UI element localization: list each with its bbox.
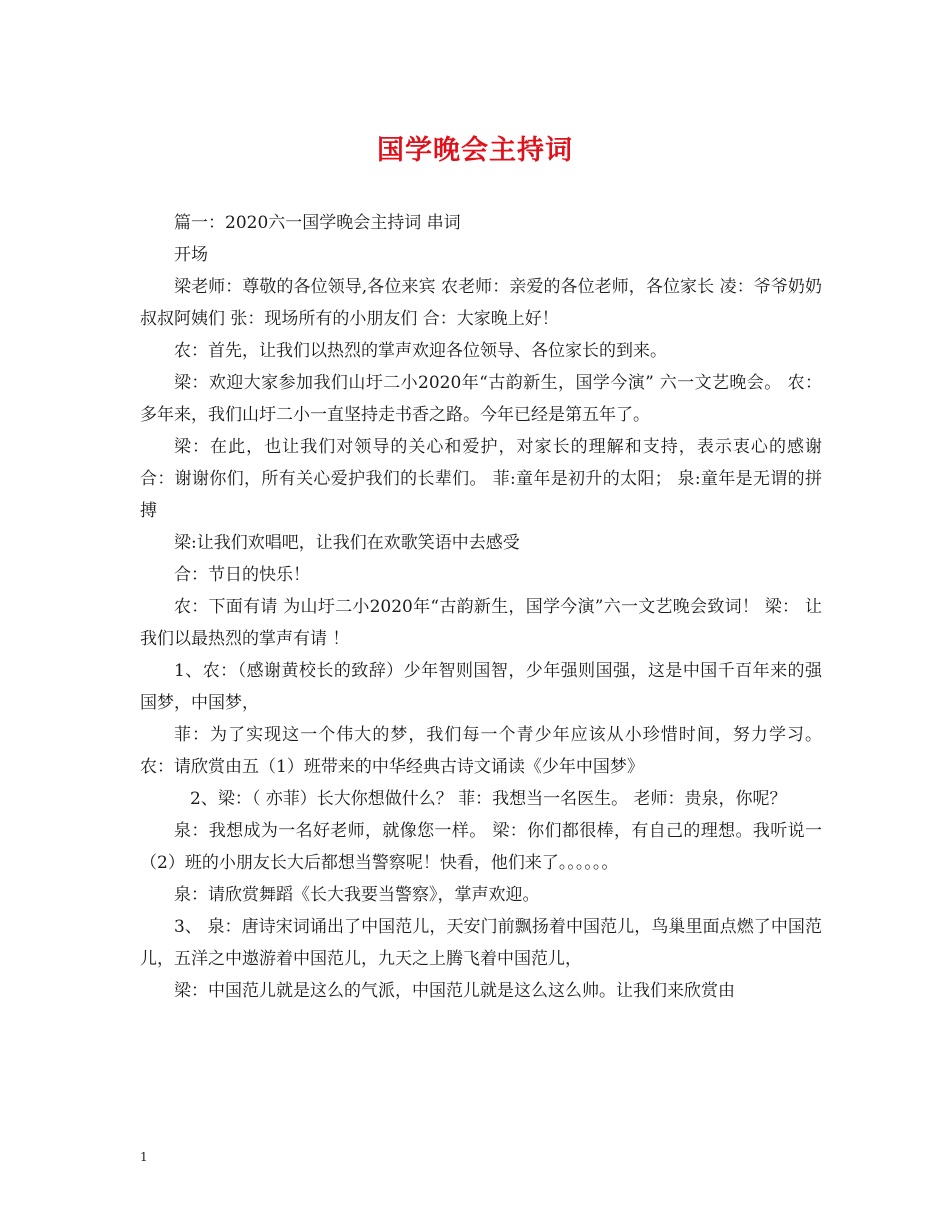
paragraph: 梁老师：尊敬的各位领导,各位来宾 农老师：亲爱的各位老师，各位家长 凌：爷爷奶奶叔叔阿姨们 张：现场所有的小朋友们 合：大家晚上好！ [140,277,822,329]
paragraph: 农：下面有请 为山圩二小2020年“古韵新生，国学今演”六一文艺晚会致词！ 梁： 让我们以最热烈的掌声有请 ！ [140,597,822,649]
paragraph: 2、梁：（ 亦菲）长大你想做什么？ 菲：我想当一名医生。 老师：贵泉，你呢？ [190,789,787,809]
paragraph: 农：首先，让我们以热烈的掌声欢迎各位领导、各位家长的到来。 [174,341,667,361]
paragraph: 泉：请欣赏舞蹈《长大我要当警察》，掌声欢迎。 [174,885,540,905]
paragraph: 3、 泉：唐诗宋词诵出了中国范儿，天安门前飘扬着中国范儿，鸟巢里面点燃了中国范儿，五洋之中遨游着中国范儿，九天之上腾飞着中国范儿， [140,917,822,969]
paragraph: 1、农：（感谢黄校长的致辞）少年智则国智，少年强则国强，这是中国千百年来的强国梦，中国梦， [140,661,822,713]
paragraph: 梁：欢迎大家参加我们山圩二小2020年“古韵新生，国学今演” 六一文艺晚会。 农：多年来，我们山圩二小一直坚持走书香之路。今年已经是第五年了。 [140,373,822,425]
paragraph: 合：节日的快乐！ [174,565,310,585]
paragraph: 泉：我想成为一名好老师，就像您一样。 梁：你们都很棒，有自己的理想。我听说一（2）班的小朋友长大后都想当警察呢！快看，他们来了。。。。。。 [140,821,822,873]
paragraph: 开场 [174,245,208,265]
paragraph: 篇一：2020六一国学晚会主持词 串词 [174,213,461,233]
paragraph: 梁：在此，也让我们对领导的关心和爱护，对家长的理解和支持，表示衷心的感谢 合：谢谢你们，所有关心爱护我们的长辈们。 菲:童年是初升的太阳； 泉:童年是无谓的拼搏 [140,437,822,521]
paragraph: 菲：为了实现这一个伟大的梦，我们每一个青少年应该从小珍惜时间，努力学习。 农：请欣赏由五（1）班带来的中华经典古诗文诵读《少年中国梦》 [140,725,822,777]
document-title: 国学晚会主持词 [377,135,573,166]
paragraph: 梁:让我们欢唱吧，让我们在欢歌笑语中去感受 [174,533,520,553]
document-body [140,207,822,1007]
paragraph: 梁：中国范儿就是这么的气派，中国范儿就是这么这么帅。让我们来欣赏由 [174,981,735,1001]
page-number: 1 [140,1150,148,1164]
